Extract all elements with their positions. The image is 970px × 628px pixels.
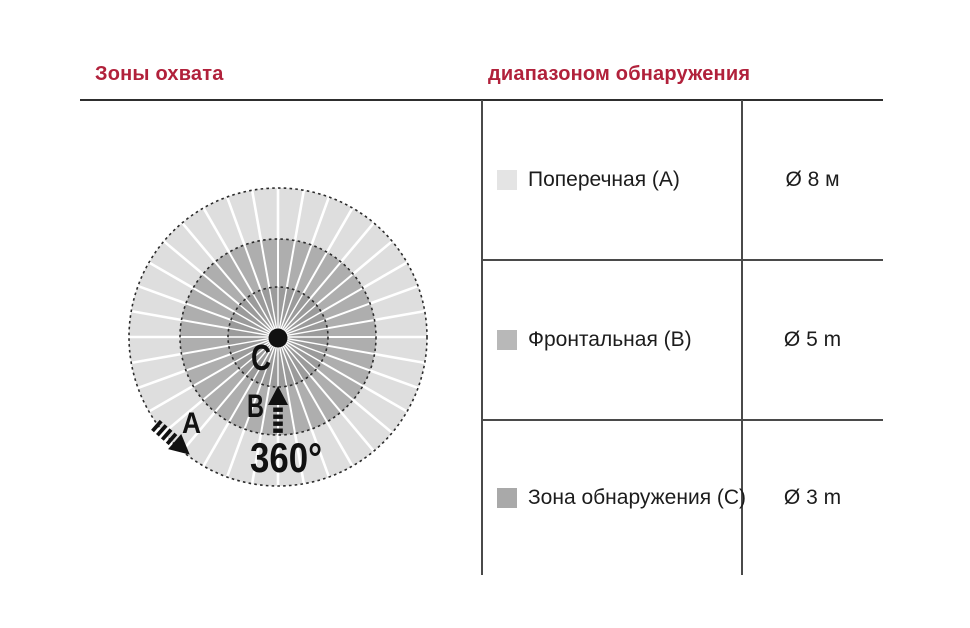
sensor-center-dot [269, 329, 288, 348]
coverage-zones-heading: Зоны охвата [95, 63, 224, 85]
table-row [497, 260, 737, 420]
zone-b-color-swatch [497, 330, 517, 350]
zone-b-diameter: Ø 5 m [783, 328, 842, 351]
detection-range-heading: диапазоном обнаружения [488, 63, 751, 85]
zone-b-diagram-label: B [247, 388, 264, 424]
zone-b-label: Фронтальная (B) [528, 328, 692, 351]
table-row [497, 100, 737, 260]
table-row [497, 420, 747, 575]
zone-c-label: Зона обнаружения (C) [528, 485, 747, 509]
zone-a-diameter: Ø 8 м [785, 168, 840, 191]
zone-a-diagram-label: A [182, 407, 201, 440]
coverage-diagram-svg [108, 167, 450, 497]
zone-c-color-swatch [497, 488, 517, 508]
rotation-360-label: 360° [250, 434, 322, 481]
zone-c-diagram-label: C [251, 337, 271, 378]
zone-a-color-swatch [497, 170, 517, 190]
table-left-border [481, 100, 483, 575]
zone-c-diameter: Ø 3 m [783, 485, 842, 509]
zone-a-label: Поперечная (A) [528, 168, 680, 191]
